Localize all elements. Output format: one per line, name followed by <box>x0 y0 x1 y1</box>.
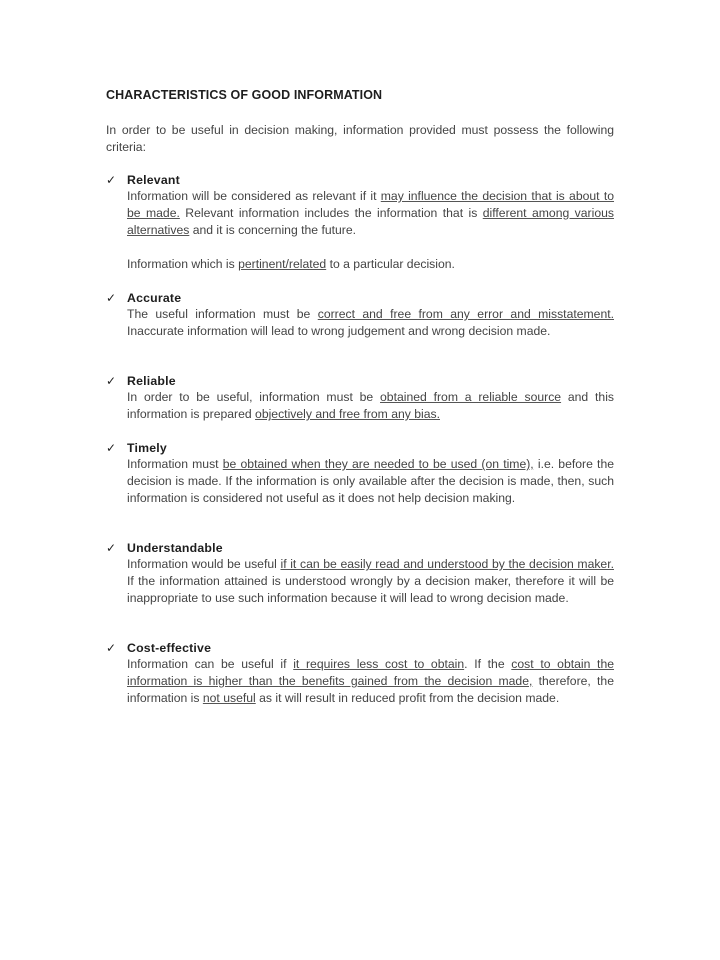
text-run: Information would be useful <box>127 557 281 571</box>
criterion-paragraph <box>127 389 614 423</box>
checkmark-icon: ✓ <box>106 290 117 305</box>
checkmark-icon: ✓ <box>106 640 117 655</box>
text-run: Information can be useful if <box>127 657 294 671</box>
text-run: Inaccurate information will lead to wrong judgement and wrong decision made. <box>127 324 551 338</box>
criterion-paragraph <box>127 256 614 273</box>
criterion-title: Reliable <box>127 373 176 388</box>
criterion-timely <box>106 439 614 507</box>
criterion-reliable <box>106 372 614 423</box>
criterion-title: Understandable <box>127 540 223 555</box>
text-run: In order to be useful, information must be <box>127 390 381 404</box>
checkmark-icon: ✓ <box>106 373 117 388</box>
text-run: and this information is prepared <box>127 390 614 421</box>
underlined-phrase: pertinent/related <box>238 257 327 271</box>
text-run: Relevant information includes the information that is <box>179 206 483 220</box>
criterion-cost-effective <box>106 639 614 707</box>
criterion-paragraph <box>127 188 614 239</box>
criterion-accurate <box>106 289 614 340</box>
text-run: as it will result in reduced profit from the decision made. <box>255 691 560 705</box>
checkmark-icon: ✓ <box>106 440 117 455</box>
underlined-phrase: may influence the decision that is about to be made. <box>127 189 615 220</box>
criterion-body <box>127 556 614 607</box>
criterion-body <box>127 656 614 707</box>
underlined-phrase: different among various alternatives <box>127 206 614 237</box>
checkmark-icon: ✓ <box>106 540 117 555</box>
criterion-paragraph <box>127 306 614 340</box>
criterion-relevant <box>106 171 614 273</box>
underlined-phrase: obtained from a reliable source <box>380 390 562 404</box>
text-run: . If the <box>464 657 512 671</box>
underlined-phrase: cost to obtain the information is higher than the benefits gained from the decision made, <box>127 657 615 688</box>
criterion-title: Cost-effective <box>127 640 212 655</box>
text-run: Information must <box>127 457 223 471</box>
text-run: and it is concerning the future. <box>189 223 356 237</box>
text-run: to a particular decision. <box>326 257 455 271</box>
underlined-phrase: objectively and free from any bias. <box>255 407 440 421</box>
underlined-phrase: if it can be easily read and understood by the decision maker. <box>280 557 614 571</box>
criterion-title: Relevant <box>127 172 180 187</box>
criterion-title: Accurate <box>127 290 182 305</box>
checkmark-icon: ✓ <box>106 172 117 187</box>
intro-paragraph: In order to be useful in decision making, information provided must possess the following criteria: <box>106 123 614 154</box>
text-run: If the information attained is understood wrongly by a decision maker, therefore it will be inappropriate to use such information because it will lead to wrong decision made. <box>127 574 614 605</box>
text-run: The useful information must be <box>127 307 318 321</box>
underlined-phrase: correct and free from any error and misstatement. <box>317 307 614 321</box>
criterion-body <box>127 306 614 340</box>
text-run: Information which is <box>127 257 239 271</box>
text-run: i.e. before the decision is made. If the information is only available after the decision is made, then, such information is considered not useful as it does not help decision making. <box>127 457 614 505</box>
criterion-paragraph <box>127 656 614 707</box>
underlined-phrase: not useful <box>202 691 256 705</box>
criterion-body <box>127 188 614 273</box>
criterion-understandable <box>106 539 614 607</box>
criterion-body <box>127 456 614 507</box>
text-run: Information will be considered as relevant if it <box>127 189 381 203</box>
criterion-paragraph <box>127 556 614 607</box>
text-run: therefore, the information is <box>127 674 614 705</box>
document-title: CHARACTERISTICS OF GOOD INFORMATION <box>106 88 383 102</box>
underlined-phrase: it requires less cost to obtain <box>293 657 465 671</box>
criterion-title: Timely <box>127 440 167 455</box>
criterion-body <box>127 389 614 423</box>
underlined-phrase: be obtained when they are needed to be used (on time), <box>222 457 534 471</box>
criterion-paragraph <box>127 456 614 507</box>
